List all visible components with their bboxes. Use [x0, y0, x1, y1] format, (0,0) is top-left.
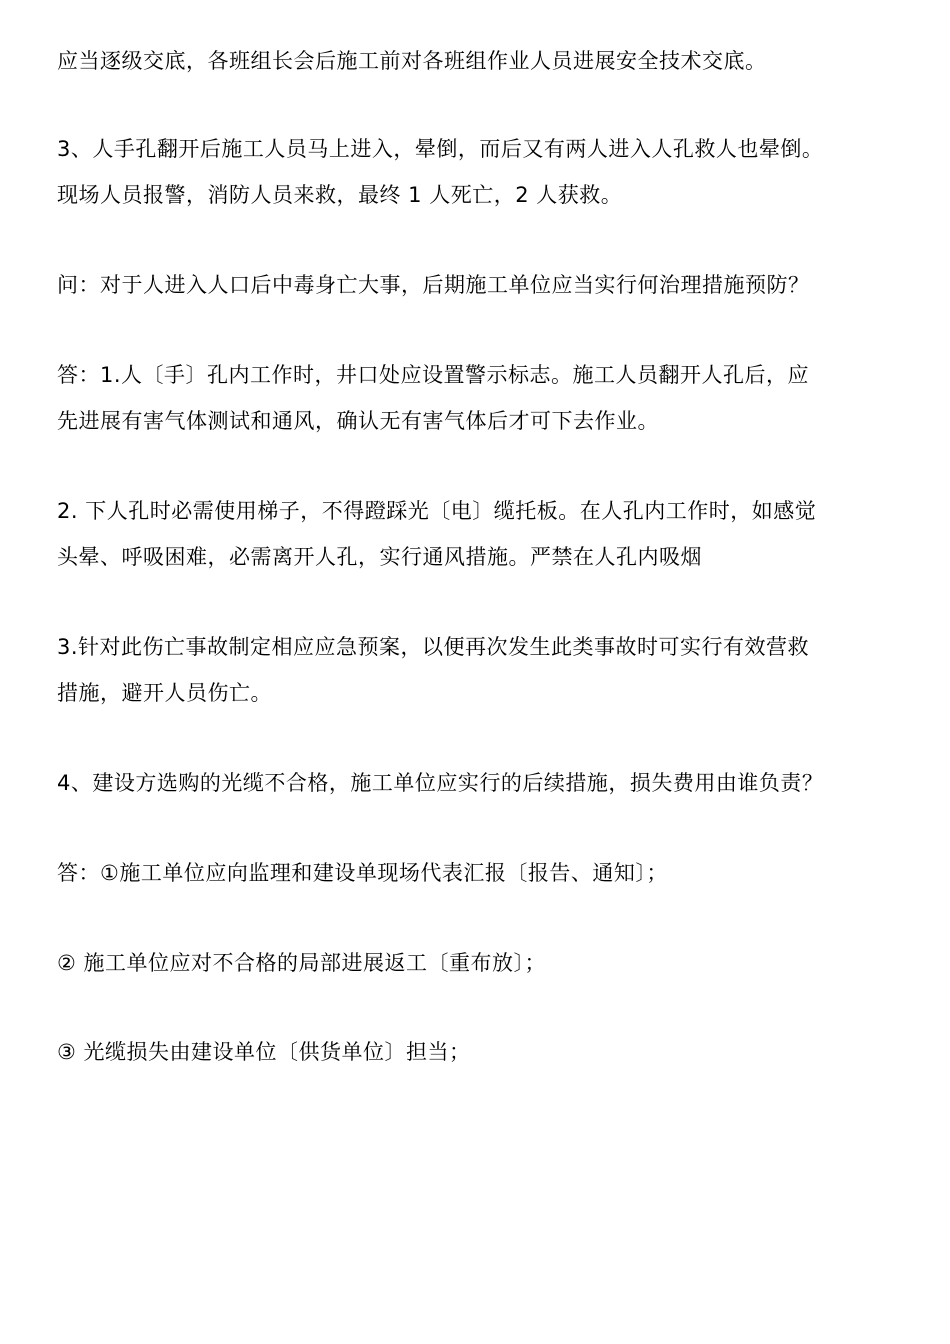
text-line: 头晕、呼吸困难，必需离开人孔，实行通风措施。严禁在人孔内吸烟: [57, 545, 702, 569]
text-line: 2. 下人孔时必需使用梯子，不得蹬踩光〔电〕缆托板。在人孔内工作时，如感觉: [57, 499, 817, 523]
text-line: 3、人手孔翻开后施工人员马上进入，晕倒，而后又有两人进入人孔救人也晕倒。: [57, 137, 824, 161]
text-line: 问：对于人进入人口后中毒身亡大事，后期施工单位应当实行何治理措施预防？: [57, 273, 810, 297]
text-line: 应当逐级交底，各班组长会后施工前对各班组作业人员进展安全技术交底。: [57, 49, 767, 73]
text-line: 现场人员报警，消防人员来救，最终 1 人死亡，2 人获救。: [57, 183, 623, 207]
text-line: 措施，避开人员伤亡。: [57, 681, 272, 705]
text-line: 答：①施工单位应向监理和建设单现场代表汇报〔报告、通知〕；: [57, 861, 668, 885]
text-line: ② 施工单位应对不合格的局部进展返工〔重布放〕；: [57, 951, 546, 975]
text-line: 3.针对此伤亡事故制定相应应急预案，以便再次发生此类事故时可实行有效营救: [57, 635, 810, 659]
text-line: 4、建设方选购的光缆不合格，施工单位应实行的后续措施，损失费用由谁负责？: [57, 771, 824, 795]
text-line: ③ 光缆损失由建设单位〔供货单位〕担当；: [57, 1040, 471, 1064]
text-line: 先进展有害气体测试和通风，确认无有害气体后才可下去作业。: [57, 409, 659, 433]
text-line: 答：1.人〔手〕孔内工作时，井口处应设置警示标志。施工人员翻开人孔后，应: [57, 363, 810, 387]
